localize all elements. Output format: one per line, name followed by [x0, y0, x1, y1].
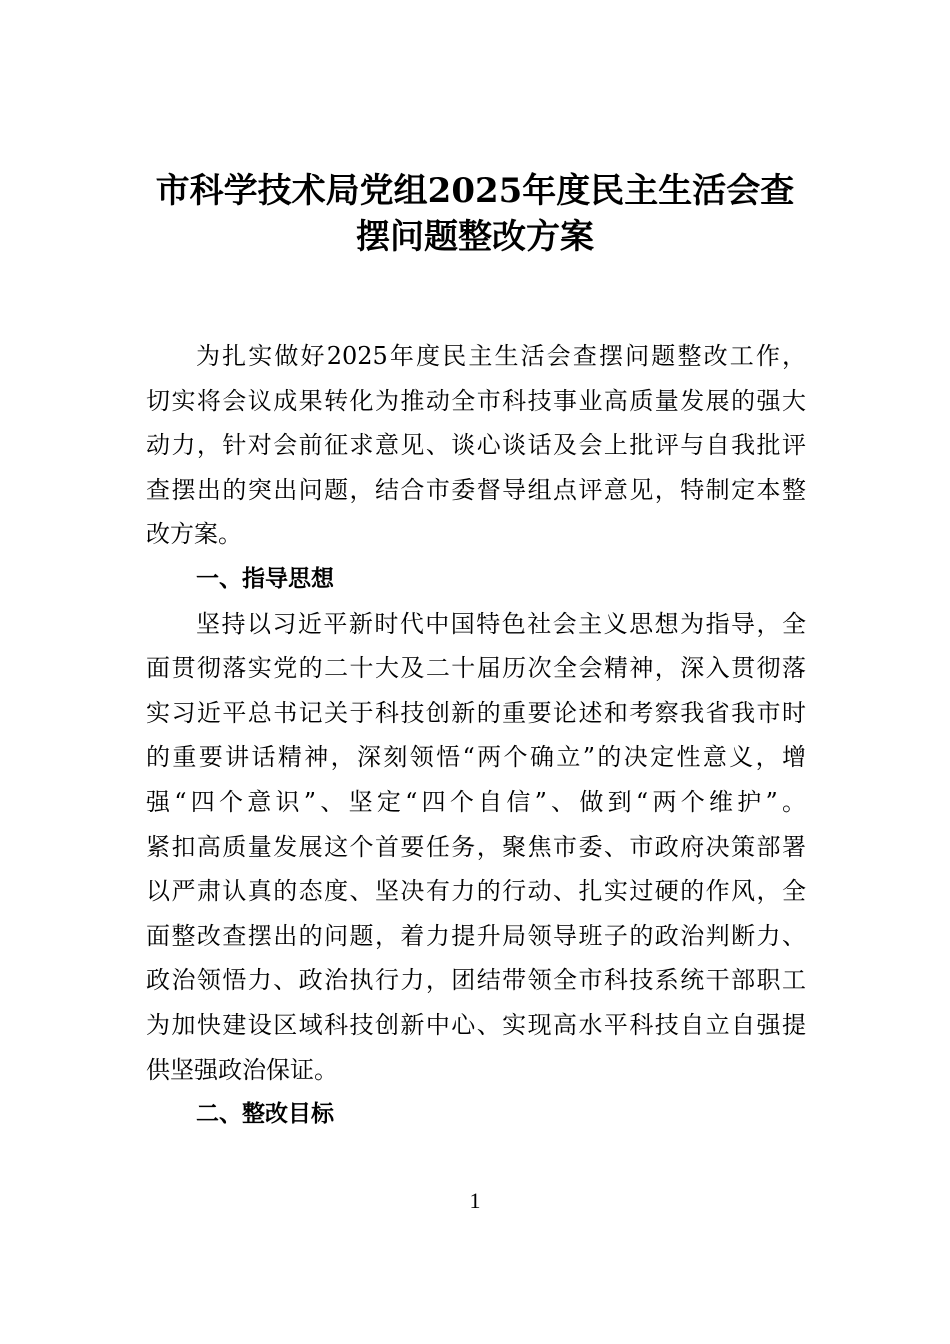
guiding-thought-paragraph — [146, 602, 806, 1093]
text-line: 供坚强政治保证。 — [146, 1055, 338, 1084]
title-line: 摆问题整改方案 — [356, 217, 594, 257]
text-line: 政治领悟力、政治执行力，团结带领全市科技系统干部职工 — [146, 966, 806, 995]
document-body — [146, 334, 806, 1137]
text-line: 坚持以习近平新时代中国特色社会主义思想为指导，全 — [196, 609, 806, 638]
text-line: 的重要讲话精神，深刻领悟“两个确立”的决定性意义，增 — [146, 743, 806, 772]
text-line: 动力，针对会前征求意见、谈心谈话及会上批评与自我批评 — [146, 431, 806, 460]
document-title — [0, 168, 950, 260]
text-line: 为扎实做好2025年度民主生活会查摆问题整改工作， — [196, 342, 806, 370]
text-line: 查摆出的突出问题，结合市委督导组点评意见，特制定本整 — [146, 475, 806, 504]
text-line: 面贯彻落实党的二十大及二十届历次全会精神，深入贯彻落 — [146, 654, 806, 683]
text-line: 实习近平总书记关于科技创新的重要论述和考察我省我市时 — [146, 698, 806, 727]
text-line: 为加快建设区域科技创新中心、实现高水平科技自立自强提 — [146, 1010, 806, 1039]
intro-paragraph — [146, 334, 806, 557]
text-line: 面整改查摆出的问题，着力提升局领导班子的政治判断力、 — [146, 921, 806, 950]
section-heading-1 — [146, 557, 806, 602]
text-line: 切实将会议成果转化为推动全市科技事业高质量发展的强大 — [146, 386, 806, 415]
text-line: 以严肃认真的态度、坚决有力的行动、扎实过硬的作风，全 — [146, 877, 806, 906]
text-line: 紧扣高质量发展这个首要任务，聚焦市委、市政府决策部署 — [146, 832, 806, 861]
title-line: 市科学技术局党组2025年度民主生活会查 — [155, 171, 795, 211]
section-heading: 二、整改目标 — [196, 1101, 334, 1128]
section-heading-2 — [146, 1092, 806, 1137]
section-heading: 一、指导思想 — [196, 565, 334, 592]
text-line: 改方案。 — [146, 520, 242, 549]
text-line: 强“四个意识”、坚定“四个自信”、做到“两个维护”。 — [146, 787, 806, 816]
page-number: 1 — [469, 1188, 481, 1213]
